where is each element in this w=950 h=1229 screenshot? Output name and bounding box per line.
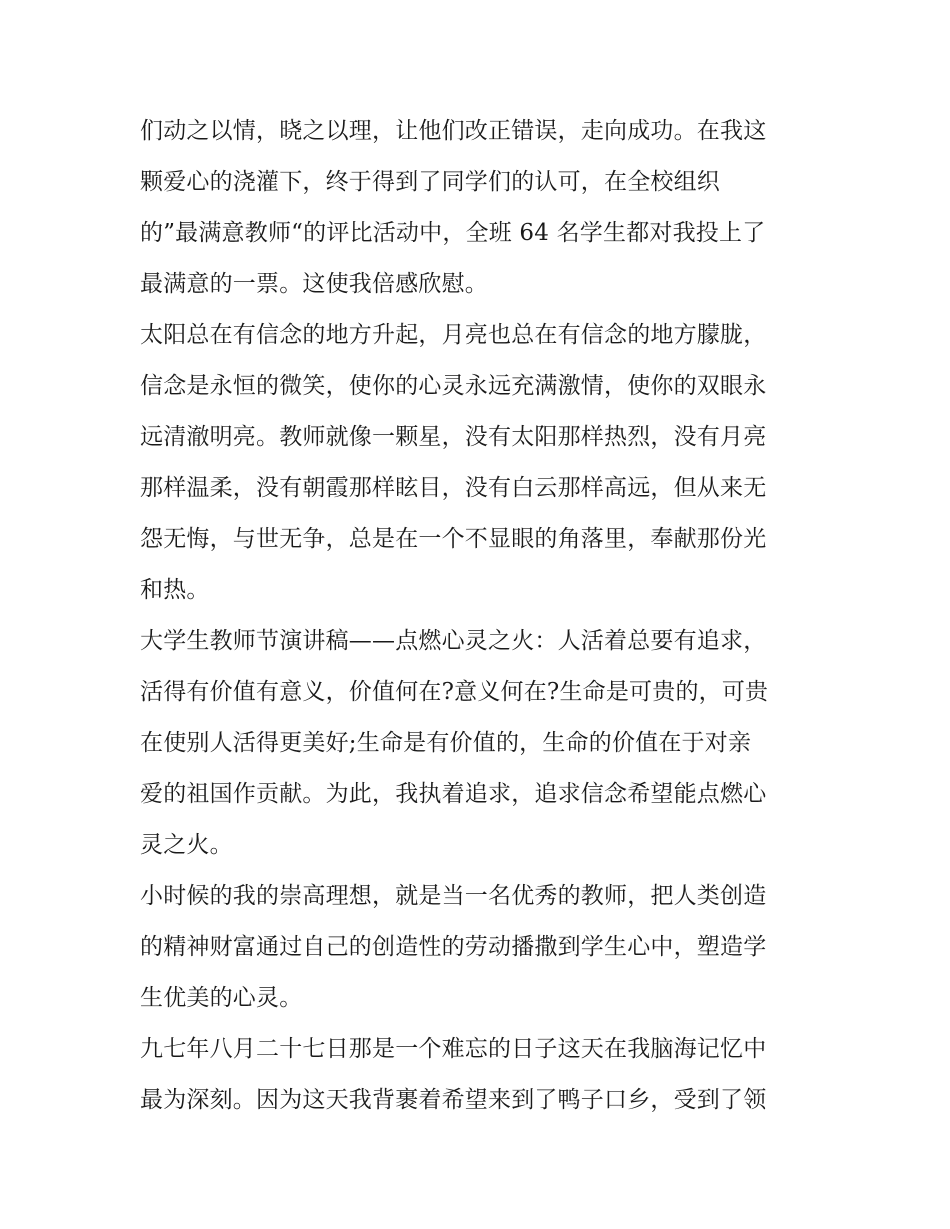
text-line: 最为深刻。因为这天我背裹着希望来到了鸭子口乡，受到了领 bbox=[140, 1087, 767, 1113]
text-line: 远清澈明亮。教师就像一颗星，没有太阳那样热烈，没有月亮 bbox=[140, 424, 767, 450]
text-line: 生优美的心灵。 bbox=[140, 985, 303, 1011]
text-line: 的”最满意教师“的评比活动中，全班 64 名学生都对我投上了 bbox=[140, 220, 766, 246]
document-body bbox=[140, 106, 820, 1126]
text-line: 大学生教师节演讲稿——点燃心灵之火：人活着总要有追求， bbox=[140, 628, 767, 654]
text-line: 那样温柔，没有朝霞那样眩目，没有白云那样高远，但从来无 bbox=[140, 475, 767, 501]
text-line: 活得有价值有意义，价值何在?意义何在?生命是可贵的，可贵 bbox=[140, 679, 769, 705]
text-line: 怨无悔，与世无争，总是在一个不显眼的角落里，奉献那份光 bbox=[140, 526, 767, 552]
text-line: 信念是永恒的微笑，使你的心灵永远充满激情，使你的双眼永 bbox=[140, 373, 767, 399]
text-line: 灵之火。 bbox=[140, 832, 233, 858]
text-line: 们动之以情，晓之以理，让他们改正错误，走向成功。在我这 bbox=[140, 118, 767, 144]
text-line: 颗爱心的浇灌下，终于得到了同学们的认可，在全校组织 bbox=[140, 169, 720, 195]
text-line: 小时候的我的崇高理想，就是当一名优秀的教师，把人类创造 bbox=[140, 883, 767, 909]
text-line: 九七年八月二十七日那是一个难忘的日子这天在我脑海记忆中 bbox=[140, 1036, 767, 1062]
text-line: 在使别人活得更美好;生命是有价值的，生命的价值在于对亲 bbox=[140, 730, 752, 756]
text-line: 爱的祖国作贡献。为此，我执着追求，追求信念希望能点燃心 bbox=[140, 781, 767, 807]
text-line: 和热。 bbox=[140, 577, 210, 603]
text-line: 太阳总在有信念的地方升起，月亮也总在有信念的地方朦胧， bbox=[140, 322, 767, 348]
text-line: 最满意的一票。这使我倍感欣慰。 bbox=[140, 271, 488, 297]
text-line: 的精神财富通过自己的创造性的劳动播撒到学生心中，塑造学 bbox=[140, 934, 767, 960]
